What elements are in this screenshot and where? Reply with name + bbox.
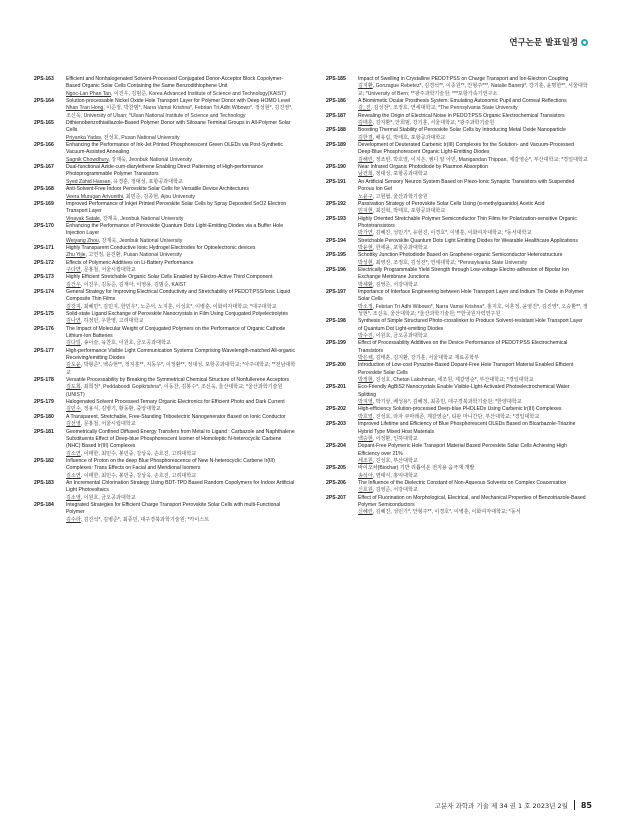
entry-code: 2PS-187	[326, 112, 346, 119]
program-entry	[34, 377, 296, 399]
coauthors-affiliation: , 고연정, 윤진환, Pusan National University	[85, 252, 182, 259]
entry-title: Near Infrared Organic Photodiode by Plasmon Absorption	[358, 164, 488, 171]
entry-title: Importance of Interface Engineering between Hole Transport Layer and Indium Tin Oxide in Polymer Solar Cells	[358, 288, 584, 303]
program-entry	[326, 465, 588, 480]
coauthors-affiliation: , 염태식, 홍익대학교	[372, 472, 418, 479]
entry-title: An Artificial Sensory Neuron System Based on Piezo-Ionic Synaptic Transistors with Suspended Porous Ion Gel	[358, 178, 575, 193]
coauthors-affiliation: , 이정환, 인하대학교	[372, 435, 418, 442]
entry-title: Improved Lifetime and Efficiency of Blue Phosphorescent OLEDs Based on Bicarbazole-Triazine Hybrid Type Mixed Host Materials	[358, 421, 576, 435]
program-entry	[326, 362, 588, 384]
coauthors-affiliation: , 김혜진, 성민기*, 안형주**, 이경호*, 이병훈, 이화여자대학교; *동서	[372, 509, 521, 516]
presenter-name: 박가연	[358, 230, 373, 237]
entry-code: 2PS-190	[326, 164, 346, 171]
coauthors-affiliation: , 최영진, 조정호, 김성전*, 연세대학교; *Pennsylvania State University	[372, 259, 528, 266]
entry-title: Highly Transparent Conductive Ionic Hydrogel Electrodes for Optoelectronic devices	[66, 244, 256, 251]
entry-title: 바이오차(Biochar) 기반 리튬이온 전지용 음극재 개발	[358, 465, 475, 472]
entry-title: Halogenated Solvent Processed Ternary Organic Electronics for Efficient Photo and Dark Current	[66, 399, 285, 406]
presenter-name: 김태훈	[358, 120, 373, 127]
program-entry	[326, 98, 588, 113]
coauthors-affiliation: , 문홍철, 서울시립대학교	[80, 421, 136, 428]
presenter-name: 김건우	[66, 281, 81, 288]
coauthors-affiliation: , 강재욱, Jeonbuk National University	[98, 237, 183, 244]
program-entry	[326, 443, 588, 465]
entry-title: Anti-Solvent-Free Indoor Perovskite Solar Cells for Versatile Device Architectures	[66, 186, 249, 193]
entry-authors	[66, 362, 296, 377]
presenter-name: Vinayak Satale	[66, 215, 100, 222]
entry-title: Effect of Fluorination on Morphological, Electrical, and Mechanical Properties of Benzotriazole-Based Polymer Semiconductors	[358, 494, 586, 508]
entry-authors	[358, 208, 588, 215]
presenter-name: 김선영	[66, 421, 81, 428]
presenter-name: 김강지	[66, 303, 81, 310]
entry-code: 2PS-203	[326, 421, 346, 428]
presenter-name: 박수진	[358, 333, 373, 340]
coauthors-affiliation: , 김지환*, 안희범, 강기훈, 서울대학교; *광주과학기술원	[372, 120, 495, 127]
entry-code: 2PS-196	[326, 266, 346, 273]
footer-divider	[574, 800, 575, 810]
coauthors-affiliation: , 고현협, 울산과학기술원	[372, 193, 428, 200]
program-entry	[326, 252, 588, 267]
entry-authors	[358, 487, 588, 494]
presenter-name: 신혜린	[358, 509, 373, 516]
coauthors-affiliation: , 김태훈, 김지환, 강기훈, 서울대학교 재료공학부	[372, 355, 479, 362]
entry-title: Dopant-Free Polymeric Hole Transport Material Based Perovskite Solar Cells Achieving High Efficiency over 21%	[358, 443, 567, 457]
program-entry	[326, 179, 588, 201]
entry-authors	[358, 304, 588, 319]
coauthors-affiliation: , 하정민, 우한영, 고려대학교	[80, 318, 144, 325]
program-entry	[326, 238, 588, 253]
coauthors-affiliation: , 한세윤, 포항공과대학교	[372, 244, 428, 251]
entry-authors	[358, 245, 588, 252]
program-entry	[326, 495, 588, 517]
left-column	[34, 76, 296, 524]
entry-code: 2PS-206	[326, 479, 346, 486]
program-entry	[34, 429, 296, 458]
program-entry	[34, 142, 296, 164]
program-entry	[34, 245, 296, 260]
coauthors-affiliation: , 이태한, 최민수, 봉민중, 강상욱, 손호진, 고려대학교	[80, 472, 197, 479]
circle-bullet-icon	[581, 39, 588, 46]
entry-authors	[66, 517, 296, 524]
coauthors-affiliation: , 최혜민*, 김민지, 한민우*, 노준서, 노지훈, 이성호*, 이병훈, 이화여자대학교; *대구대학교	[80, 303, 277, 310]
entry-code: 2PS-198	[326, 318, 346, 325]
program-entry	[326, 113, 588, 128]
entry-title: General Strategy for Improving Electrical Conductivity and Stretchability of PEDOT:PSS/Ionic Liquid Composite Thin Films	[66, 288, 291, 303]
entry-authors	[358, 399, 588, 406]
coauthors-affiliation: , 김영준, 서강대학교	[372, 487, 418, 494]
entry-title: Electrically Programmable Yield Strength through Low-voltage Electro-adhesion of Bipolar Ion Exchange Membrane Junctions	[358, 266, 569, 281]
entry-code: 2PS-179	[34, 399, 54, 406]
entry-authors	[66, 318, 296, 325]
entry-authors	[66, 135, 296, 142]
entry-title: Solution-processable Nickel Oxide Hole Transport Layer for Polymer Donor with Deep HOMO Level	[66, 98, 291, 105]
entry-authors	[358, 120, 588, 127]
presenter-name: 박윤현	[358, 244, 373, 251]
coauthors-affiliation: , 김성전*, 조정호, 연세대학교; *The Pennsylvania State University	[370, 105, 518, 112]
entry-code: 2PS-205	[326, 465, 346, 472]
entry-authors	[66, 267, 296, 274]
entry-authors	[66, 91, 296, 98]
entry-title: Introduction of Low-cost Pyrazine-Based Dopant-Free Hole Transport Material Enabled Efficient Perovskite Solar Cells	[358, 362, 574, 376]
presenter-name: 송석아	[358, 472, 373, 479]
entry-title: A Biomimetic Ocular Prosthesis System: Emulating Autonomic Pupil and Corneal Reflections	[358, 98, 567, 105]
entry-code: 2PS-188	[326, 127, 346, 134]
coauthors-affiliation: , 진성호, 부산대학교	[372, 457, 418, 464]
entry-title: Boosting Thermal Stability of Perovskite Solar Cells by Introducing Metal Oxide Nanoparticle	[358, 127, 566, 134]
entry-title: The Impact of Molecular Weight of Conjugated Polymers on the Performance of Organic Cathode Lithium-Ion Batteries	[66, 325, 286, 340]
program-entry	[34, 98, 296, 120]
entry-authors	[358, 282, 588, 289]
presenter-name: 박세환	[358, 281, 373, 288]
coauthors-affiliation: , 송이슬, 육찬호, 이원호, 금오공과대학교	[80, 340, 171, 347]
entry-authors	[358, 105, 588, 112]
coauthors-affiliation: , 최진혁, 박태호, 포항공과대학교	[372, 208, 446, 215]
coauthors-affiliation: , 이원호, 금오공과대학교	[80, 494, 136, 501]
right-column	[326, 76, 588, 517]
entry-title: Dithienobenzothiadiazole-Based Polymer Donor with Siloxane Terminal Groups in All-Polymer Solar Cells	[66, 120, 291, 134]
entry-title: Geometrically Confined Diffused Energy Transfers from Metal to Ligand : Carbazole and Naphthalene Substituents Effect of Deep-blue Phosphorescent Isomer of Homoleptic N-heterocyclic Carbene (NHC) Based Ir(III) Complexes	[66, 428, 295, 450]
presenter-name: Veera Murugan Arivunithi	[66, 193, 123, 200]
program-entry	[34, 120, 296, 142]
entry-code: 2PS-170	[34, 222, 54, 229]
coauthors-affiliation: , 강재욱, Jeonbuk National University	[99, 215, 184, 222]
entry-title: Solid-state Ligand Exchange of Perovskite Nanocrystals in Film Using Conjugated Polyelectrolytes	[66, 311, 288, 317]
entry-authors	[358, 355, 588, 362]
coauthors-affiliation: , 이진우, 김동준, 김재아, 이영용, 김범준, KAIST	[80, 281, 187, 288]
entry-authors	[66, 105, 296, 120]
entry-code: 2PS-191	[326, 178, 346, 185]
program-entry	[326, 201, 588, 216]
entry-code: 2PS-185	[326, 76, 346, 82]
entry-title: Development of Deuterated Carbenic Ir(III) Complexes for the Solution- and Vacuum-Processed Deep-Blue Phosphorescent Organic Light-Emitting Diodes	[358, 142, 574, 156]
presenter-name: 세조원	[358, 457, 373, 464]
coauthors-affiliation: , 강재욱, Jeonbuk National University	[108, 156, 192, 163]
entry-code: 2PS-204	[326, 443, 346, 450]
entry-title: Enhancing the Performance of Perovskite Quantum Dots Light-Emitting Diodes via a Buffer Hole Injection Layer	[66, 222, 284, 237]
coauthors-affiliation: , Febrian Tri Adhi Wibowo*, Narra Vamsi Krishna*, 홍지호, 이혼정, 윤영진*, 김진영*, 오승환**, 정성현*, 조신욱, 울산대학교; *울산과학기술원; **한국원자력연구원	[358, 303, 588, 317]
entry-code: 2PS-168	[34, 186, 54, 193]
entry-code: 2PS-173	[34, 274, 54, 281]
program-entry	[34, 260, 296, 275]
entry-authors	[66, 384, 296, 399]
entry-code: 2PS-163	[34, 76, 54, 82]
presenter-name: 김나연	[66, 318, 81, 325]
entry-code: 2PS-207	[326, 494, 346, 501]
presenter-name: Ngoc-Lan Phan Tan	[66, 90, 111, 97]
program-entry	[326, 318, 588, 340]
entry-authors	[66, 157, 296, 164]
entry-title: Integrated Strategies for Efficient Charge Transport Perovskite Solar Cells with multi-Functional Polymer	[66, 501, 281, 516]
entry-code: 2PS-181	[34, 428, 54, 435]
entry-authors	[66, 238, 296, 245]
entry-title: High-efficiency Solution-processed Deep-blue PHOLEDs Using Carbenic Ir(III) Complexes	[358, 406, 562, 413]
program-entry	[326, 142, 588, 164]
entry-authors	[358, 377, 588, 384]
presenter-name: 김다일	[66, 340, 81, 347]
coauthors-affiliation: , 전성호, Pusan National University	[100, 134, 180, 141]
program-entry	[326, 340, 588, 362]
program-entry	[34, 76, 296, 98]
coauthors-affiliation: , 이원호, 금오공과대학교	[372, 333, 428, 340]
program-entry	[34, 480, 296, 502]
entry-authors	[358, 509, 588, 516]
coauthors-affiliation: , 배유림, 박태호, 포항공과대학교	[372, 134, 446, 141]
presenter-name: Zhu Yijie	[66, 252, 86, 259]
presenter-name: 김한결	[358, 134, 373, 141]
entry-code: 2PS-197	[326, 288, 346, 295]
entry-authors	[358, 333, 588, 340]
presenter-name: 김소연	[66, 472, 81, 479]
program-entry	[34, 274, 296, 289]
entry-title: High-performance Visible Light Communication Systems Comprising Wavelength-matched All-organic Receiving/emitting Diodes	[66, 347, 296, 362]
entry-code: 2PS-169	[34, 200, 54, 207]
coauthors-affiliation: , 김영준, 서강대학교	[372, 281, 418, 288]
entry-title: Impact of Swelling in Crystalline PEDOT:PSS on Charge Transport and Ion-Electron Coupling	[358, 76, 569, 82]
page-footer	[435, 800, 592, 810]
entry-title: Highly Efficient Stretchable Organic Solar Cells Enabled by Electro-Active Third Component	[66, 274, 273, 281]
program-entry	[326, 480, 588, 495]
coauthors-affiliation: , 김진석*, 김병준*, 최종민, 대구경북과학기술원; *카이스트	[80, 516, 210, 523]
presenter-name: 신호원	[358, 487, 373, 494]
program-entry	[326, 76, 588, 98]
program-entry	[34, 311, 296, 326]
entry-code: 2PS-192	[326, 200, 346, 207]
entry-authors	[66, 282, 296, 289]
entry-code: 2PS-174	[34, 288, 54, 295]
program-entry	[34, 326, 296, 348]
program-entry	[326, 289, 588, 318]
coauthors-affiliation: , 박형준*, 백승현**, 정지훈**, 지동우*, 이정환**, 정대성, 포항공과대학교; *아주대학교; **전남대학교	[66, 362, 296, 376]
entry-title: Effects of Polymeric Additives on Li-Battery Performance	[66, 259, 194, 266]
page-number: 85	[580, 800, 592, 810]
entry-title: Versatile Processability by Breaking the Symmetrical Chemical Structure of Nonfullerene Acceptors	[66, 377, 290, 384]
entry-code: 2PS-199	[326, 340, 346, 347]
entry-code: 2PS-194	[326, 237, 346, 244]
coauthors-affiliation: , 김혜진, 성민기*, 유현진, 이경호*, 이병훈, 이화여자대학교; *동서대학교	[372, 230, 532, 237]
entry-code: 2PS-166	[34, 142, 54, 149]
entry-code: 2PS-167	[34, 164, 54, 171]
entry-authors	[358, 194, 588, 201]
presenter-name: 김지환	[358, 83, 373, 90]
journal-info: 고분자 과학과 기술 제 34 권 1 호 2023년 2월	[434, 801, 568, 810]
program-entry	[326, 127, 588, 142]
coauthors-affiliation: , 진성호, Chetan Lakshman, 세조원, 제갈영순*, 부산대학교; *경일대학교	[372, 377, 534, 384]
presenter-name: 김_진	[358, 105, 371, 112]
entry-code: 2PS-200	[326, 362, 346, 369]
entry-authors	[66, 252, 296, 259]
program-entry	[34, 414, 296, 429]
program-entry	[34, 399, 296, 414]
presenter-name: Weiyang Zhou	[66, 237, 99, 244]
entry-code: 2PS-193	[326, 215, 346, 222]
program-entry	[34, 186, 296, 201]
entry-code: 2PS-201	[326, 384, 346, 391]
presenter-name: 박성현	[358, 259, 373, 266]
entry-code: 2PS-165	[34, 120, 54, 127]
entry-authors	[358, 414, 588, 421]
presenter-name: 박은채	[358, 355, 373, 362]
program-entry	[326, 384, 588, 406]
coauthors-affiliation: , 이태한, 최민수, 봉민중, 강상욱, 손호진, 고려대학교	[80, 450, 197, 457]
entry-code: 2PS-178	[34, 377, 54, 384]
presenter-name: 백승현	[358, 435, 373, 442]
entry-code: 2PS-182	[34, 457, 54, 464]
program-entry	[326, 164, 588, 179]
presenter-name: 박지영	[358, 399, 373, 406]
entry-code: 2PS-164	[34, 98, 54, 105]
entry-authors	[66, 473, 296, 480]
presenter-name: Priyanka Yadav	[66, 134, 101, 141]
entry-code: 2PS-175	[34, 311, 54, 317]
entry-authors	[66, 216, 296, 223]
program-entry	[34, 458, 296, 480]
entry-title: Highly Oriented Stretchable Polymer Semiconductor Thin Films for Polarization-sensitive Organic Phototransistors	[358, 215, 577, 229]
coauthors-affiliation: , 진성호, 라자 쿠마레존, 제갈영순*, 티판 마니간단, 부산대학교; *경일대학교	[372, 413, 540, 420]
coauthors-affiliation: , 정조빈, 박호열, 이지은, 엠디 알 아민, Manigandan Thippan, 제갈영순*, 부산대학교; *경일대학교	[372, 156, 588, 163]
coauthors-affiliation: , 최민준, 김종현, Ajou University	[122, 193, 195, 200]
presenter-name: Syed Zahid Hassan	[66, 178, 111, 185]
coauthors-affiliation: , 문홍철, 서울시립대학교	[80, 266, 136, 273]
presenter-name: 구다연	[66, 266, 81, 273]
entry-authors	[358, 157, 588, 164]
entry-code: 2PS-183	[34, 479, 54, 486]
entry-code: 2PS-195	[326, 252, 346, 259]
entry-authors	[358, 260, 588, 267]
coauthors-affiliation: , 박기상, 배성용*, 김혜정, 최종민, 대구경북과학기술원; *한양대학교	[372, 399, 522, 406]
entry-title: Synthesis of Simple Structured Photo-crosslinker to Produce Solvent-resistant Hole Transport Layer of Quantum Dot Light-emitting Diodes	[358, 318, 583, 332]
coauthors-affiliation: , 유경훈, 정대성, 포항공과대학교	[110, 178, 183, 185]
entry-title: A Transparent, Stretchable, Free-Standing Triboelectric Nanogenerator Based on Ionic Conductor	[66, 413, 286, 420]
presenter-name: 김소연	[66, 450, 81, 457]
entry-code: 2PS-189	[326, 142, 346, 149]
program-entry	[326, 406, 588, 421]
entry-authors	[358, 135, 588, 142]
entry-authors	[66, 340, 296, 347]
presenter-name: 김소영	[66, 494, 81, 501]
coauthors-affiliation: , Gonzague Rebetez*, 김경석**, 이종원**, 안형주***, Natalie Banerji*, 강기훈, 윤명한**, 서울대학교; *University of Bern; **광주과학기술원; ***포항가속기연구소	[358, 83, 588, 97]
presenter-name: 박호열	[358, 413, 373, 420]
presenter-name: 노윤구	[358, 193, 373, 200]
presenter-name: 김해린	[358, 156, 373, 163]
entry-authors	[358, 473, 588, 480]
entry-code: 2PS-176	[34, 325, 54, 332]
entry-title: Passivation Strategy of Perovskite Solar Cells Using (α-methylguanido) Acetic Acid	[358, 200, 545, 207]
entry-title: Eco-Friendly AgBiS2 Nanocrystals Enable Visible-Light-Activated Photoelectrochemical Water Splitting	[358, 384, 570, 398]
presenter-name: Nhan Tran Hong	[66, 105, 104, 112]
program-entry	[34, 201, 296, 223]
entry-title: Efficient and Nonhalogenated Solvent-Processed Conjugated Donor-Acceptor Block Copolymer-Based Organic Solar Cells Containing the Same Benzodithiophene Unit	[66, 76, 284, 90]
entry-authors	[358, 83, 588, 98]
program-entry	[34, 164, 296, 186]
program-entry	[34, 289, 296, 311]
presenter-name: 김민수	[66, 406, 81, 413]
entry-title: Improved Performance of Inkjet Printed Perovskite Solar Cells by Spray Deposited SnO2 Electron Transport Layer	[66, 200, 287, 215]
entry-title: Dual-functional Azide-cum-diarylethene Enabling Direct Patterning of High-performance Photoprogrammable Polymer Transistors	[66, 164, 264, 178]
entry-title: Revealing the Origin of Electrical Noise in PEDOT:PSS Organic Electrochemical Transistors	[358, 112, 565, 119]
entry-authors	[358, 171, 588, 178]
presenter-name: 김수라	[66, 516, 81, 523]
program-entry	[326, 421, 588, 443]
presenter-name: 남건희	[358, 171, 373, 178]
entry-authors	[66, 304, 296, 311]
program-entry	[326, 216, 588, 238]
program-entry	[34, 348, 296, 377]
entry-authors	[358, 436, 588, 443]
entry-authors	[66, 451, 296, 458]
presenter-name: 김도윤	[66, 362, 81, 369]
entry-title: Influence of Proton on the deep Blue Phosphorescence of New N-heterocyclic Carbene Ir(III) Complexes: Trans Effects on Facial and Meridional Isomers	[66, 457, 275, 472]
presenter-name: 민지현	[358, 208, 373, 215]
entry-authors	[66, 194, 296, 201]
entry-authors	[66, 406, 296, 413]
entry-title: The Influence of the Dielectric Constant of Non-Aqueous Solvents on Complex Coacervation	[358, 479, 567, 486]
entry-code: 2PS-186	[326, 98, 346, 105]
presenter-name: 박소정	[358, 303, 373, 310]
page-header	[509, 36, 588, 48]
coauthors-affiliation: , 최희정*, Peddaboodi Gopikrishna*, 이동찬, 김봉수*, 조신욱, 울산대학교; *울산과학기술원(UNIST)	[66, 384, 283, 398]
entry-code: 2PS-202	[326, 406, 346, 413]
coauthors-affiliation: , 이진우, 김범준, Korea Advanced Institute of Science and Technology(KAIST)	[110, 90, 286, 97]
entry-title: Stretchable Perovskite Quantum Dots Light Emitting Diodes for Wearable Healthcare Applications	[358, 237, 578, 244]
entry-authors	[66, 179, 296, 186]
entry-title: Enhancing the Performance of Ink-Jet Printed Phosphorescent Green OLEDs via Post-Synthetic Vacuum-Assisted Annealing	[66, 142, 283, 156]
program-entry	[326, 267, 588, 289]
entry-authors	[358, 230, 588, 237]
entry-authors	[66, 495, 296, 502]
section-title: 연구논문 발표일정	[509, 38, 578, 48]
entry-title: Effect of Processability Additives on the Device Performance of PEDOT:PSS Electrochemical Transistors	[358, 340, 568, 354]
entry-code: 2PS-180	[34, 413, 54, 420]
presenter-name: 김도희	[66, 384, 81, 391]
coauthors-affiliation: , 정용식, 김병기, 황동환, 중앙대학교	[80, 406, 161, 413]
presenter-name: Sagnik Chowdhury	[66, 156, 109, 163]
presenter-name: 박정현	[358, 377, 373, 384]
coauthors-affiliation: , 이준정, 박찬범*, Narra Vamsi Krishna*, Febrian Tri Adhi Wibowo*, 정성현*, 김진영*, 조신욱, University of Ulsan; *Ulsan National Institute of Science and Technology	[66, 105, 293, 119]
entry-code: 2PS-177	[34, 347, 54, 354]
program-entry	[34, 223, 296, 245]
program-entry	[34, 502, 296, 524]
entry-code: 2PS-171	[34, 244, 54, 251]
entry-code: 2PS-184	[34, 501, 54, 508]
entry-title: Schottky Junction Photodiode Based on Graphene-organic Semiconductor Heterostructure	[358, 252, 563, 259]
entry-code: 2PS-172	[34, 259, 54, 266]
entry-title: An Incremental Chlorination Strategy Using BDT-TPD Based Random Copolymers for Indoor Artificial Light Photovoltaics	[66, 479, 295, 494]
coauthors-affiliation: , 정대성, 포항공과대학교	[372, 171, 428, 178]
entry-authors	[66, 421, 296, 428]
